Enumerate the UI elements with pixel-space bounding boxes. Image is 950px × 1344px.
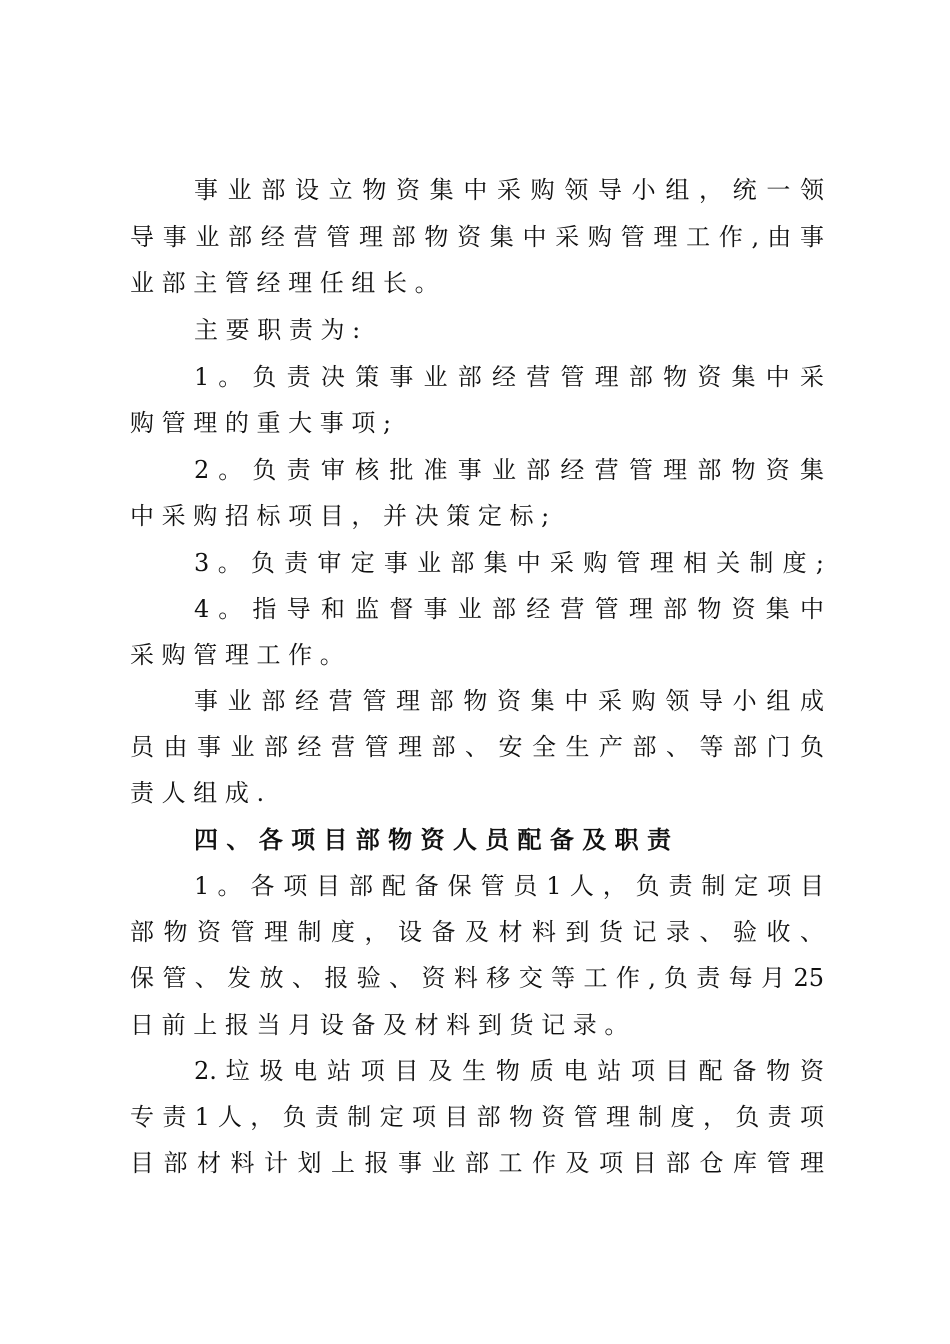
list-item-line: 保 管 、 发 放 、 报 验 、 资 料 移 交 等 工 作 , 负 责 每 月 25 (130, 964, 824, 992)
list-item-line: 日 前 上 报 当 月 设 备 及 材 料 到 货 记 录 。 (130, 1011, 629, 1039)
list-item-line: 3 。 负 责 审 定 事 业 部 集 中 采 购 管 理 相 关 制 度 ; (194, 549, 824, 577)
list-item-line: 专 责 1 人 ， 负 责 制 定 项 目 部 物 资 管 理 制 度 ， 负 责 项 (130, 1103, 824, 1131)
list-item-line: 2 。 负 责 审 核 批 准 事 业 部 经 营 管 理 部 物 资 集 (194, 456, 824, 484)
list-item-line: 购 管 理 的 重 大 事 项 ; (130, 409, 392, 437)
list-item-line: 目 部 材 料 计 划 上 报 事 业 部 工 作 及 项 目 部 仓 库 管 理 (130, 1149, 824, 1177)
paragraph-line: 业 部 主 管 经 理 任 组 长 。 (130, 269, 439, 297)
list-item-line: 1 。 负 责 决 策 事 业 部 经 营 管 理 部 物 资 集 中 采 (194, 363, 824, 391)
list-item-line: 中 采 购 招 标 项 目 ， 并 决 策 定 标 ; (130, 502, 550, 530)
paragraph-line: 导 事 业 部 经 营 管 理 部 物 资 集 中 采 购 管 理 工 作 , 由 事 (130, 223, 824, 251)
list-item-line: 采 购 管 理 工 作 。 (130, 641, 344, 669)
paragraph-line: 主 要 职 责 为 : (194, 316, 361, 344)
list-item-line: 部 物 资 管 理 制 度 ， 设 备 及 材 料 到 货 记 录 、 验 收 、 (130, 918, 824, 946)
paragraph-line: 员 由 事 业 部 经 营 管 理 部 、 安 全 生 产 部 、 等 部 门 负 (130, 733, 824, 761)
paragraph-line: 事 业 部 设 立 物 资 集 中 采 购 领 导 小 组 ， 统 一 领 (194, 176, 824, 204)
paragraph-line: 事 业 部 经 营 管 理 部 物 资 集 中 采 购 领 导 小 组 成 (194, 687, 824, 715)
section-heading: 四 、 各 项 目 部 物 资 人 员 配 备 及 职 责 (194, 826, 671, 854)
list-item-line: 2. 垃 圾 电 站 项 目 及 生 物 质 电 站 项 目 配 备 物 资 (194, 1057, 824, 1085)
list-item-line: 4 。 指 导 和 监 督 事 业 部 经 营 管 理 部 物 资 集 中 (194, 595, 824, 623)
list-item-line: 1 。 各 项 目 部 配 备 保 管 员 1 人 ， 负 责 制 定 项 目 (194, 872, 824, 900)
paragraph-line: 责 人 组 成 . (130, 779, 265, 807)
